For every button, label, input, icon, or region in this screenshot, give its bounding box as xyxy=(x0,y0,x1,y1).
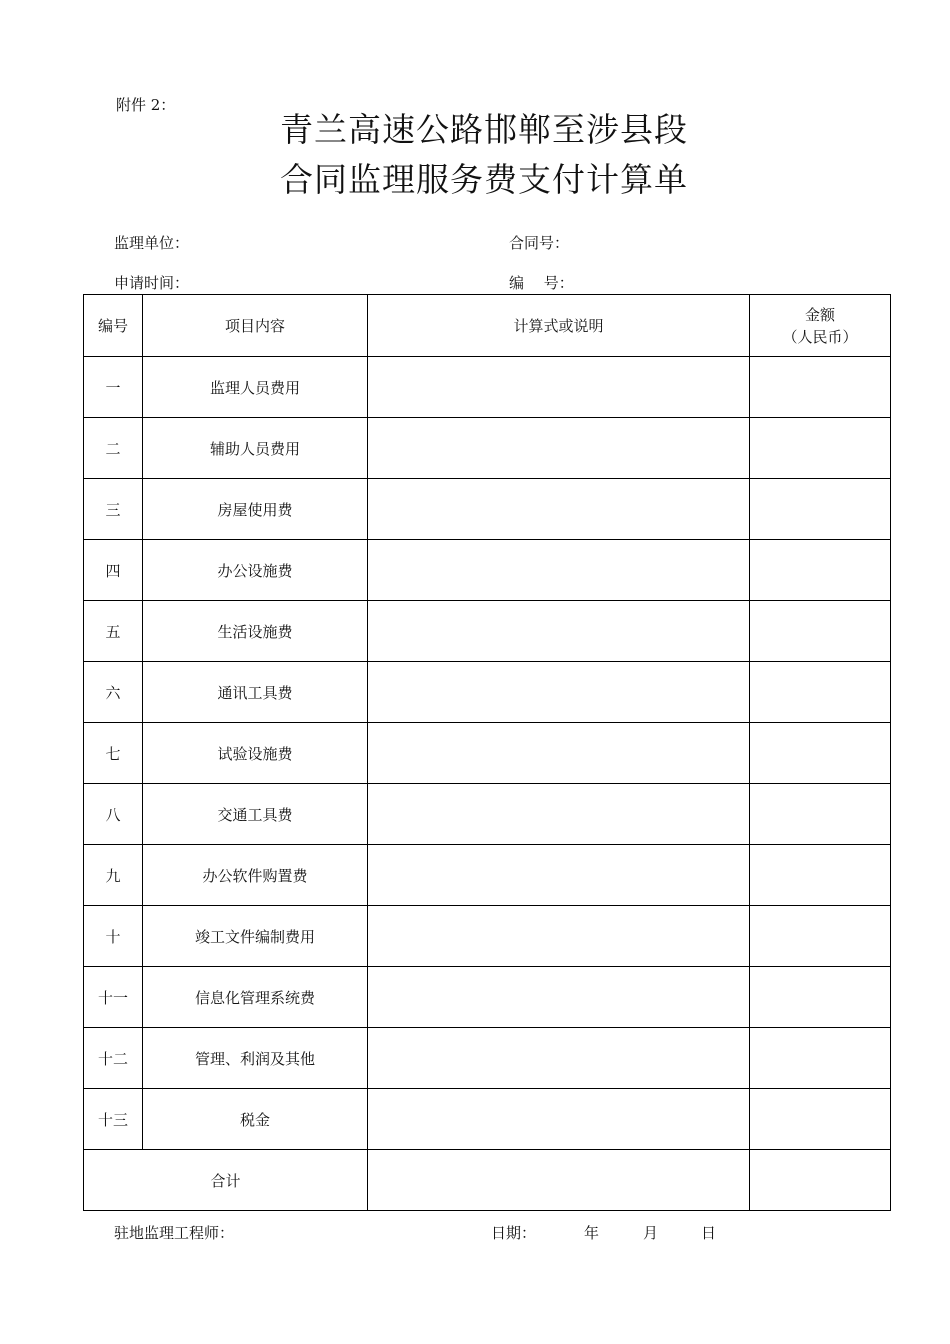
row-item: 办公软件购置费 xyxy=(143,845,368,906)
table-row xyxy=(84,601,891,662)
date-year-label: 年 xyxy=(584,1224,600,1242)
table-row xyxy=(84,479,891,540)
row-no: 七 xyxy=(84,723,143,784)
total-formula[interactable] xyxy=(368,1150,750,1211)
header-formula: 计算式或说明 xyxy=(368,295,750,357)
row-no: 八 xyxy=(84,784,143,845)
row-no: 五 xyxy=(84,601,143,662)
row-item: 竣工文件编制费用 xyxy=(143,906,368,967)
row-formula[interactable] xyxy=(368,357,750,418)
total-row xyxy=(84,1150,891,1211)
row-amount[interactable] xyxy=(750,906,891,967)
table-row xyxy=(84,662,891,723)
row-item: 交通工具费 xyxy=(143,784,368,845)
row-no: 三 xyxy=(84,479,143,540)
row-amount[interactable] xyxy=(750,479,891,540)
table-row xyxy=(84,357,891,418)
date-day-label: 日 xyxy=(701,1224,717,1242)
row-no: 十一 xyxy=(84,967,143,1028)
total-label: 合计 xyxy=(84,1150,368,1211)
row-formula[interactable] xyxy=(368,418,750,479)
contract-number-label: 合同号： xyxy=(509,234,570,252)
header-amount-line1: 金额 xyxy=(804,305,835,324)
supervision-unit-label: 监理单位： xyxy=(114,234,190,252)
header-no: 编号 xyxy=(84,295,143,357)
resident-engineer-label: 驻地监理工程师： xyxy=(114,1224,235,1242)
row-formula[interactable] xyxy=(368,845,750,906)
row-amount[interactable] xyxy=(750,540,891,601)
row-formula[interactable] xyxy=(368,1028,750,1089)
row-amount[interactable] xyxy=(750,1089,891,1150)
row-item: 房屋使用费 xyxy=(143,479,368,540)
row-item: 试验设施费 xyxy=(143,723,368,784)
table-row xyxy=(84,1028,891,1089)
table-row xyxy=(84,418,891,479)
fee-calculation-table xyxy=(83,294,891,1211)
row-item: 信息化管理系统费 xyxy=(143,967,368,1028)
row-no: 十二 xyxy=(84,1028,143,1089)
table-header-row xyxy=(84,295,891,357)
row-amount[interactable] xyxy=(750,601,891,662)
row-amount[interactable] xyxy=(750,723,891,784)
row-no: 十三 xyxy=(84,1089,143,1150)
attachment-label: 附件 2： xyxy=(116,96,176,114)
row-no: 四 xyxy=(84,540,143,601)
row-amount[interactable] xyxy=(750,845,891,906)
row-amount[interactable] xyxy=(750,662,891,723)
row-item: 办公设施费 xyxy=(143,540,368,601)
header-amount xyxy=(750,295,891,357)
row-amount[interactable] xyxy=(750,357,891,418)
header-item: 项目内容 xyxy=(143,295,368,357)
row-item: 监理人员费用 xyxy=(143,357,368,418)
total-amount[interactable] xyxy=(750,1150,891,1211)
document-title-line1: 青兰高速公路邯郸至涉县段 xyxy=(280,110,688,149)
header-amount-line2: （人民币） xyxy=(782,327,858,346)
table-row xyxy=(84,845,891,906)
row-amount[interactable] xyxy=(750,967,891,1028)
row-formula[interactable] xyxy=(368,601,750,662)
row-amount[interactable] xyxy=(750,784,891,845)
row-formula[interactable] xyxy=(368,540,750,601)
row-formula[interactable] xyxy=(368,967,750,1028)
row-amount[interactable] xyxy=(750,1028,891,1089)
row-item: 辅助人员费用 xyxy=(143,418,368,479)
table-row xyxy=(84,1089,891,1150)
row-no: 九 xyxy=(84,845,143,906)
row-formula[interactable] xyxy=(368,784,750,845)
row-formula[interactable] xyxy=(368,662,750,723)
row-no: 二 xyxy=(84,418,143,479)
row-item: 税金 xyxy=(143,1089,368,1150)
table-row xyxy=(84,967,891,1028)
row-formula[interactable] xyxy=(368,1089,750,1150)
row-no: 一 xyxy=(84,357,143,418)
row-item: 通讯工具费 xyxy=(143,662,368,723)
table-row xyxy=(84,906,891,967)
table-row xyxy=(84,540,891,601)
row-no: 十 xyxy=(84,906,143,967)
serial-number-label: 编 号： xyxy=(509,274,574,292)
row-formula[interactable] xyxy=(368,479,750,540)
date-label: 日期： xyxy=(491,1224,537,1242)
row-amount[interactable] xyxy=(750,418,891,479)
document-title-line2: 合同监理服务费支付计算单 xyxy=(280,160,688,199)
application-time-label: 申请时间： xyxy=(114,274,190,292)
row-formula[interactable] xyxy=(368,906,750,967)
row-item: 管理、利润及其他 xyxy=(143,1028,368,1089)
table-row xyxy=(84,723,891,784)
date-month-label: 月 xyxy=(643,1224,659,1242)
row-no: 六 xyxy=(84,662,143,723)
table-row xyxy=(84,784,891,845)
row-formula[interactable] xyxy=(368,723,750,784)
row-item: 生活设施费 xyxy=(143,601,368,662)
